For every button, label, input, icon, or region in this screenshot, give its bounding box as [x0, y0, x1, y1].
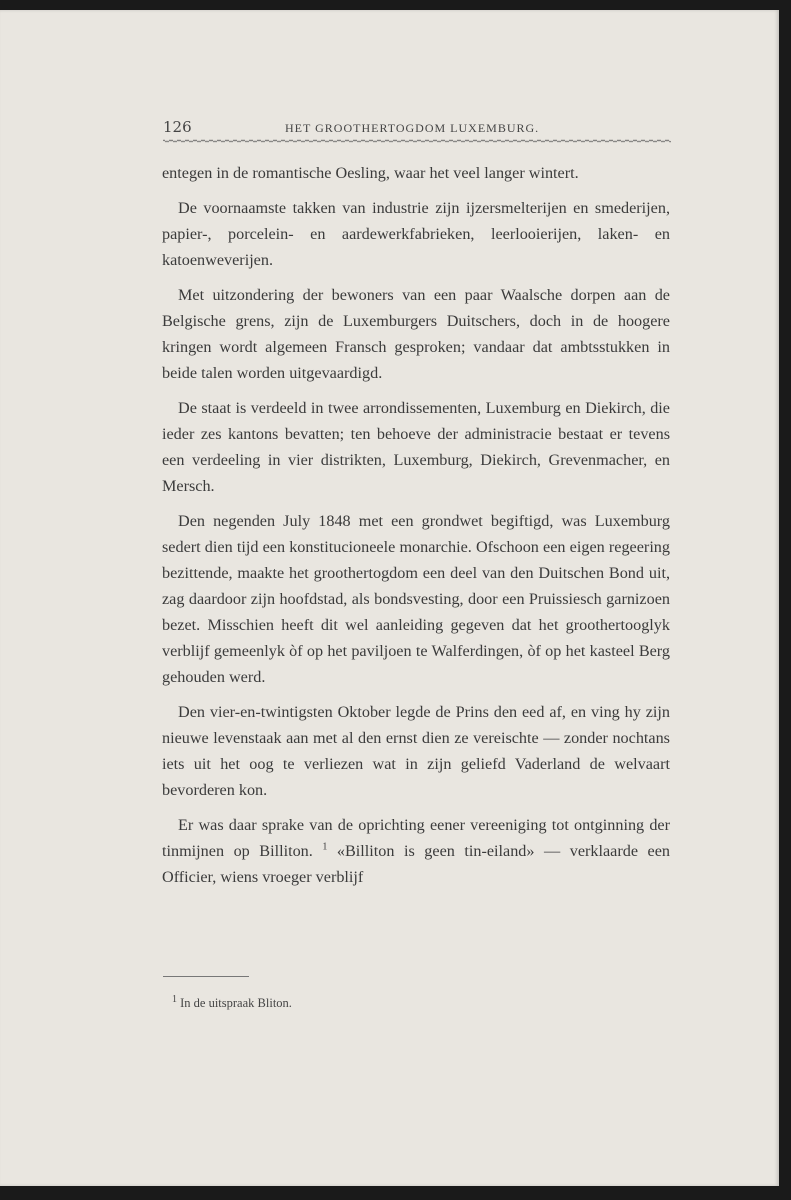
- paragraph-3: Met uitzondering der bewoners van een paar Waalsche dorpen aan de Belgische grens, zijn de Luxemburgers Duitschers, doch in de hoogere kringen wordt algemeen Fransch gesproken; vandaar dat ambtsstukken in beide talen worden uitgevaardigd.: [162, 286, 670, 382]
- footnote-mark: 1: [172, 993, 177, 1005]
- paragraph-5: Den negenden July 1848 met een grondwet begiftigd, was Luxemburg sedert dien tijd een konstitucioneele monarchie. Ofschoon een eigen regeering bezittende, maakte het groothertogdom een deel van den Duitschen Bond uit, zag daardoor zijn hoofdstad, als bondsvesting, door een Pruissiesch garnizoen bezet. Misschien heeft dit wel aanleiding gegeven dat het groothertooglyk verblijf gemeenlyk òf op het paviljoen te Walferdingen, òf op het kasteel Berg gehouden werd.: [162, 512, 670, 686]
- footnote-divider: [163, 976, 249, 977]
- paragraph-7-text-b: «Billiton is geen tin-eiland» — verklaarde een Officier, wiens vroeger verblijf: [162, 842, 671, 886]
- running-title: HET GROOTHERTOGDOM LUXEMBURG.: [285, 121, 540, 135]
- paragraph-6: Den vier-en-twintigsten Oktober legde de Prins den eed af, en ving hy zijn nieuwe levenstaak aan met al den ernst dien ze vereischte — zonder nochtans iets uit het oog te verliezen wat in zijn geliefd Vaderland de welvaart bevorderen kon.: [162, 703, 670, 799]
- paragraph-7-text-a: Er was daar sprake van de oprichting eener vereeniging tot ontginning der tinmijnen op Billiton.: [162, 816, 670, 860]
- paragraph-1: entegen in de romantische Oesling, waar het veel langer wintert.: [162, 164, 579, 182]
- page-number: 126: [163, 118, 192, 136]
- paragraph-2: De voornaamste takken van industrie zijn ijzersmelterijen en smederijen, papier-, porcelein- en aardewerkfabrieken, leerlooierijen, laken- en katoenweverijen.: [162, 199, 670, 269]
- footnote-text: In de uitspraak Bliton.: [180, 996, 292, 1010]
- decorative-wavy-rule: [163, 138, 671, 144]
- paragraph-7: [162, 812, 670, 890]
- paragraph-4: De staat is verdeeld in twee arrondissementen, Luxemburg en Diekirch, die ieder zes kantons bevatten; ten behoeve der administracie bestaat er tevens een verdeeling in vier distrikten, Luxemburg, Diekirch, Grevenmacher, en Mersch.: [162, 399, 670, 495]
- body-text: [162, 160, 670, 890]
- footnote-reference[interactable]: 1: [322, 841, 328, 853]
- footnote: [172, 993, 292, 1011]
